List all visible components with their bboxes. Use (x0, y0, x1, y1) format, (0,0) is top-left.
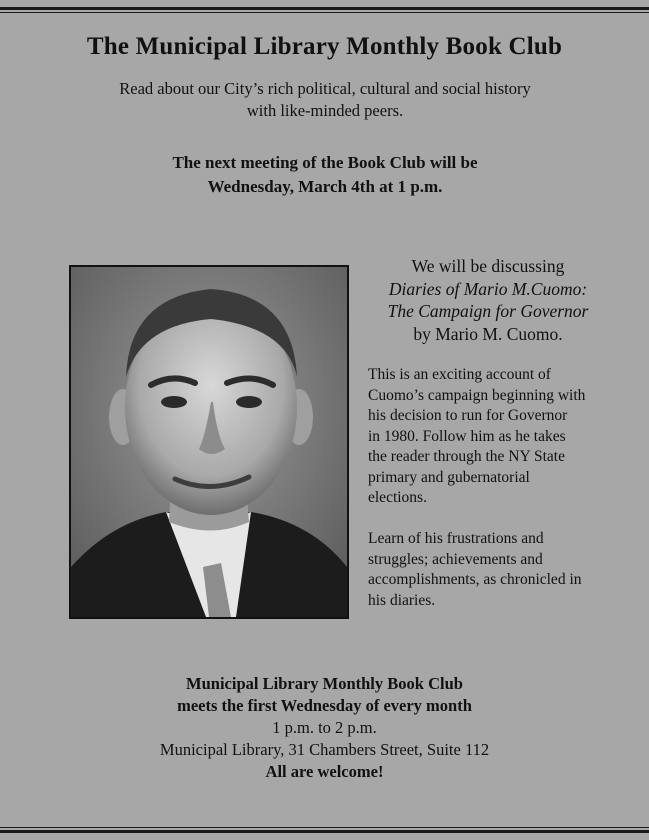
next-meeting-date: Wednesday, March 4th at 1 p.m. (207, 177, 443, 196)
description-line: in 1980. Follow him as he takes (368, 427, 566, 445)
top-rule (0, 7, 649, 10)
description-line: accomplishments, as chronicled in (368, 571, 582, 588)
description-line: This is an exciting account of (368, 366, 551, 383)
description-line: Learn of his frustrations and (368, 530, 544, 547)
footer-schedule: meets the first Wednesday of every month (177, 696, 472, 715)
portrait-illustration (71, 267, 347, 617)
description-line: primary and gubernatorial (368, 468, 530, 486)
next-meeting-line-1: The next meeting of the Book Club will be (172, 153, 478, 172)
description-line: struggles; achievements and (368, 550, 543, 568)
discussion-intro: We will be discussing (411, 256, 565, 276)
footer-welcome: All are welcome! (265, 762, 384, 781)
top-rule-thin (0, 12, 649, 13)
book-title-line-2: The Campaign for Governor (387, 301, 589, 321)
subtitle (70, 78, 580, 122)
bottom-rule-thin (0, 827, 649, 828)
subtitle-line-1: Read about our City’s rich political, cultural and social history (119, 79, 531, 98)
description-line: his diaries. (368, 591, 436, 609)
book-announcement (368, 255, 608, 345)
book-description-paragraph-2 (368, 529, 613, 611)
book-author: by Mario M. Cuomo. (413, 323, 563, 344)
description-line: elections. (368, 489, 427, 506)
footer-time: 1 p.m. to 2 p.m. (272, 718, 377, 737)
footer-club-name: Municipal Library Monthly Book Club (186, 674, 463, 693)
bottom-rule (0, 830, 649, 833)
footer-address: Municipal Library, 31 Chambers Street, Suite 112 (159, 740, 490, 759)
page-title: The Municipal Library Monthly Book Club (86, 33, 563, 60)
description-line: his decision to run for Governor (368, 407, 568, 424)
next-meeting (70, 151, 580, 199)
subtitle-line-2: with like-minded peers. (246, 101, 404, 120)
description-line: the reader through the NY State (368, 448, 565, 465)
club-schedule-info (40, 673, 609, 783)
author-portrait-photo (69, 265, 349, 619)
book-title-line-1: Diaries of Mario M.Cuomo: (388, 278, 588, 299)
description-line: Cuomo’s campaign beginning with (368, 386, 586, 404)
book-description-paragraph-1 (368, 365, 613, 509)
